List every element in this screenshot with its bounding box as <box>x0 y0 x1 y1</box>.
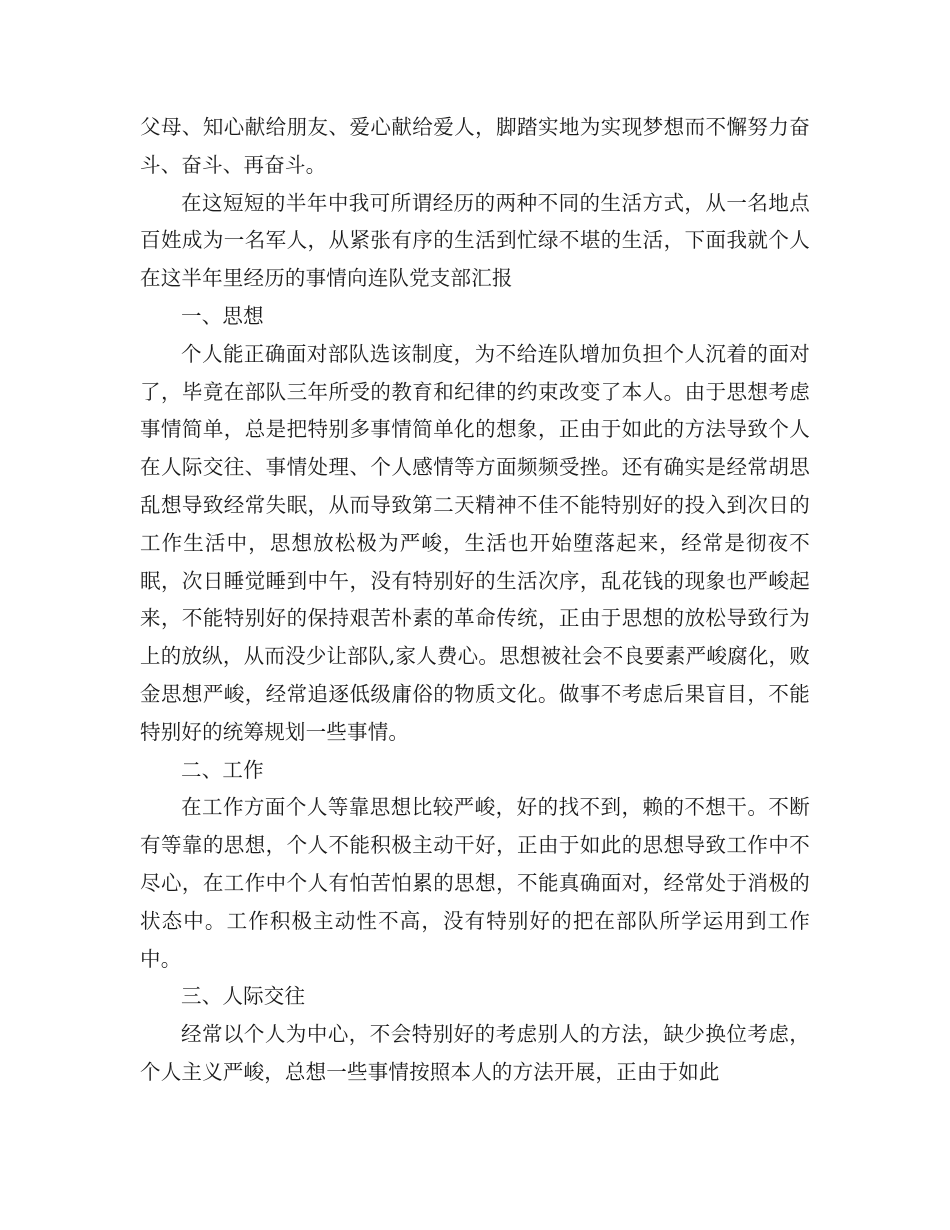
section-heading-work: 二、工作 <box>181 757 264 782</box>
paragraph-thought: 个人能正确面对部队选该制度，为不给连队增加负担个人沉着的面对了，毕竟在部队三年所受的教育和纪律的约束改变了本人。由于思想考虑事情简单，总是把特别多事情简单化的想象，正由于如此的方法导致个人在人际交往、事情处理、个人感情等方面频频受挫。还有确实是经常胡思乱想导致经常失眠，从而导致第二天精神不佳不能特别好的投入到次日的工作生活中，思想放松极为严峻，生活也开始堕落起来，经常是彻夜不眠，次日睡觉睡到中午，没有特别好的生活次序，乱花钱的现象也严峻起来，不能特别好的保持艰苦朴素的革命传统，正由于思想的放松导致行为上的放纵，从而没少让部队,家人费心。思想被社会不良要素严峻腐化，败金思想严峻，经常追逐低级庸俗的物质文化。做事不考虑后果盲目，不能特别好的统筹规划一些事情。 <box>140 341 810 744</box>
section-heading-thought: 一、思想 <box>181 303 264 328</box>
paragraph-intro: 在这短短的半年中我可所谓经历的两种不同的生活方式，从一名地点百姓成为一名军人，从紧张有序的生活到忙绿不堪的生活，下面我就个人在这半年里经历的事情向连队党支部汇报 <box>140 190 810 291</box>
paragraph-interpersonal: 经常以个人为中心，不会特别好的考虑别人的方法，缺少换位考虑，个人主义严峻，总想一些事情按照本人的方法开展，正由于如此 <box>140 1022 810 1084</box>
paragraph-continued: 父母、知心献给朋友、爱心献给爱人，脚踏实地为实现梦想而不懈努力奋斗、奋斗、再奋斗。 <box>140 115 810 177</box>
document-page <box>140 109 810 1092</box>
paragraph-work: 在工作方面个人等靠思想比较严峻，好的找不到，赖的不想干。不断有等靠的思想，个人不能积极主动干好，正由于如此的思想导致工作中不尽心，在工作中个人有怕苦怕累的思想，不能真确面对，经常处于消极的状态中。工作积极主动性不高，没有特别好的把在部队所学运用到工作中。 <box>140 795 810 971</box>
section-heading-interpersonal: 三、人际交往 <box>181 984 306 1009</box>
